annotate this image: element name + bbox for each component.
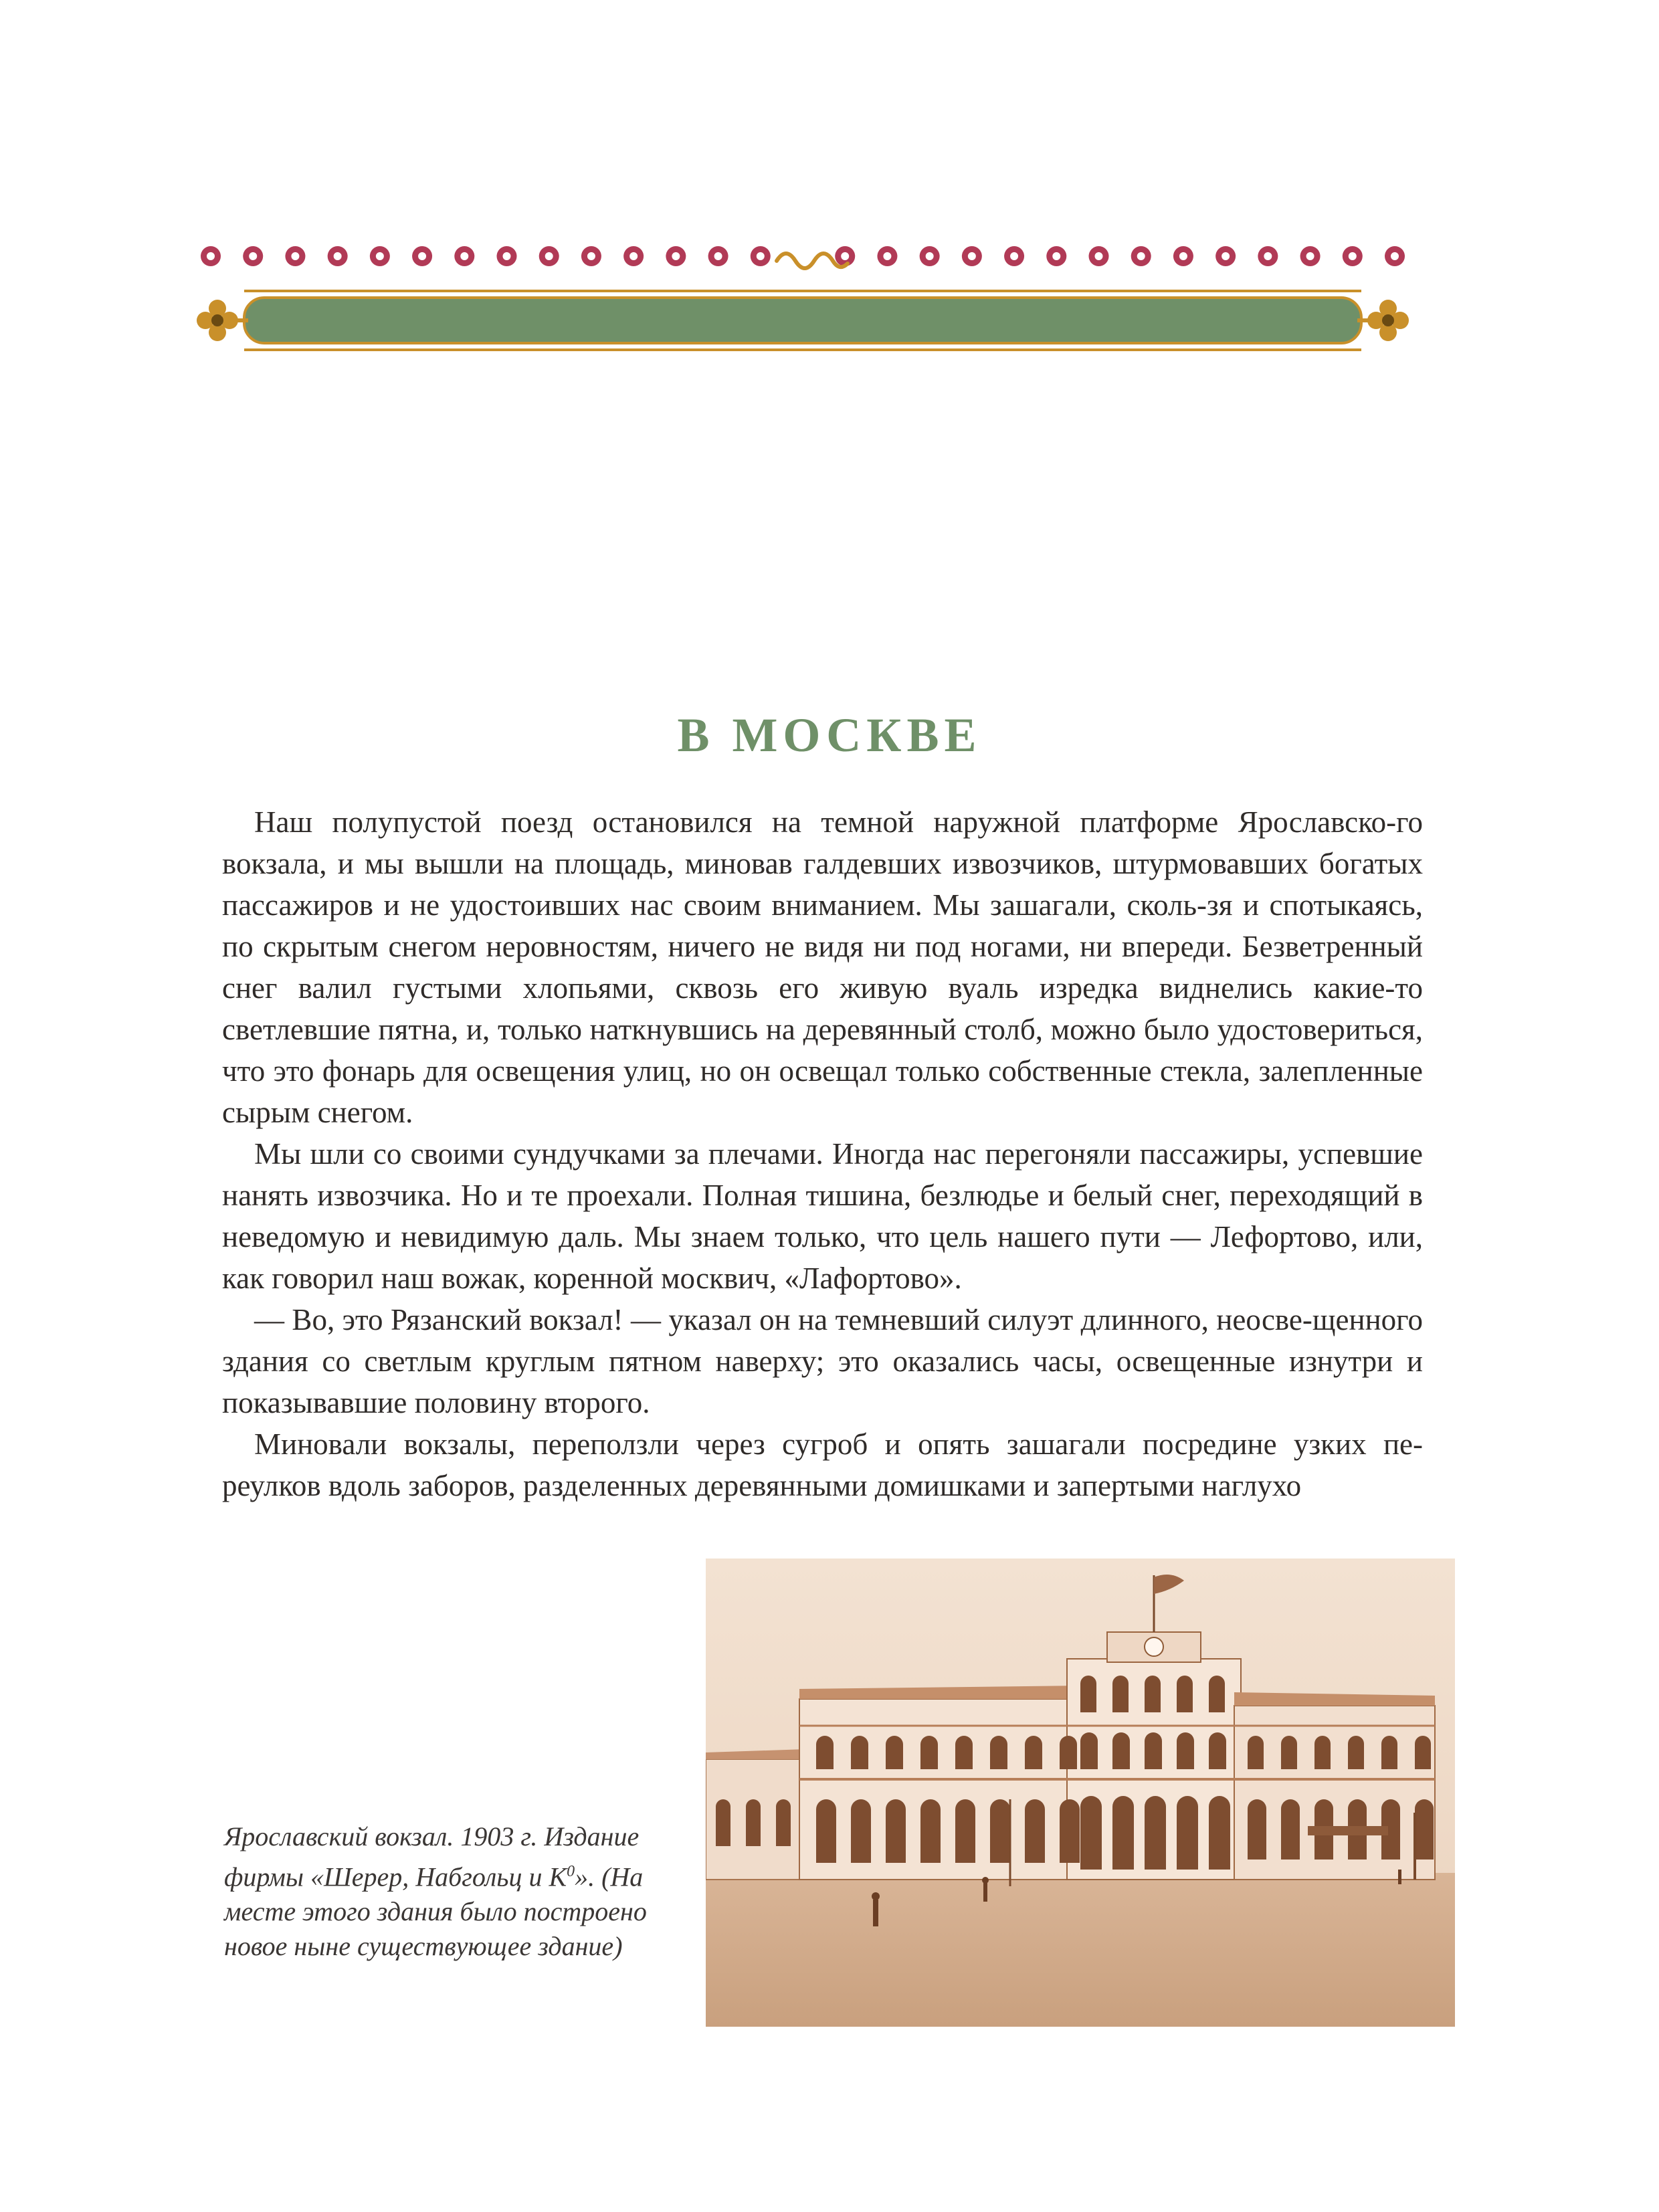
crimson-flower-icon [1131,246,1151,266]
crimson-flower-icon [581,246,601,266]
figure-caption [224,1819,686,1964]
body-text [222,801,1423,1506]
crimson-flower-icon [1258,246,1278,266]
crimson-flower-icon [666,246,686,266]
left-fleuron-icon [197,300,248,341]
crimson-flower-icon [708,246,728,266]
station-photograph [706,1559,1455,2027]
crimson-flower-icon [1215,246,1236,266]
crimson-flower-icon [454,246,474,266]
crimson-flower-row [201,246,1405,266]
crimson-flower-icon [412,246,432,266]
crimson-flower-icon [285,246,305,266]
crimson-flower-icon [1089,246,1109,266]
crimson-flower-icon [751,246,771,266]
crimson-flower-icon [1046,246,1066,266]
crimson-flower-icon [539,246,559,266]
chapter-title: В МОСКВЕ [677,708,982,762]
caption-main: Ярославский вокзал. 1903 г. Издание фирмы «Шерер, Набгольц и К [224,1821,640,1892]
crimson-flower-icon [1173,246,1193,266]
crimson-flower-icon [877,246,897,266]
paragraph-2: Мы шли со своими сундучками за плечами. Иногда нас перегоняли пассажиры, успевшие нанять извозчика. Но и те проехали. Полная тишина, безлюдье и белый снег, переходящий в неведомую и невидимую даль. Мы знаем только, что цель нашего пути — Лефортово, или, как говорил наш вожак, коренной москвич, «Лафортово». [222,1137,1423,1295]
paragraph-1: Наш полупустой поезд остановился на темной наружной платформе Ярославско-го вокзала, и мы вышли на площадь, миновав галдевших извозчиков, штурмовавших богатых пассажиров и не удостоивших нас своим вниманием. Мы зашагали, сколь-зя и спотыкаясь, по скрытым снегом неровностям, ничего не видя ни под ногами, ни впереди. Безветренный снег валил густыми хлопьями, сквозь его живую вуаль изредка виднелись какие-то светлевшие пятна, и, только наткнувшись на деревянный столб, можно было удостовериться, что это фонарь для освещения улиц, но он освещал только собственные стекла, залепленные сырым снегом. [222,805,1423,1129]
caption-rest: ». (На месте этого здания было построено новое ныне существующее здание) [224,1862,647,1962]
crimson-flower-icon [962,246,982,266]
station-clock [1145,1637,1163,1656]
crimson-flower-icon [1385,246,1405,266]
crimson-flower-icon [201,246,221,266]
crimson-flower-icon [1004,246,1024,266]
crimson-flower-icon [370,246,390,266]
crimson-flower-icon [623,246,644,266]
crimson-flower-icon [243,246,263,266]
crimson-flower-icon [1343,246,1363,266]
crimson-flower-icon [920,246,940,266]
crimson-flower-icon [497,246,517,266]
green-band [244,298,1361,343]
crimson-flower-icon [1300,246,1321,266]
header-ornament [191,231,1415,365]
caption-superscript: 0 [567,1863,575,1880]
paragraph-4: Миновали вокзалы, переползли через сугроб и опять зашагали посредине узких пе-реулков вдоль заборов, разделенных деревянными домишками и запертыми наглухо [222,1427,1423,1502]
right-fleuron-icon [1357,300,1409,341]
crimson-flower-icon [328,246,348,266]
paragraph-3: — Во, это Рязанский вокзал! — указал он на темневший силуэт длинного, неосве-щенного здания со светлым круглым пятном наверху; это оказались часы, освещенные изнутри и показывавшие половину второго. [222,1303,1423,1419]
